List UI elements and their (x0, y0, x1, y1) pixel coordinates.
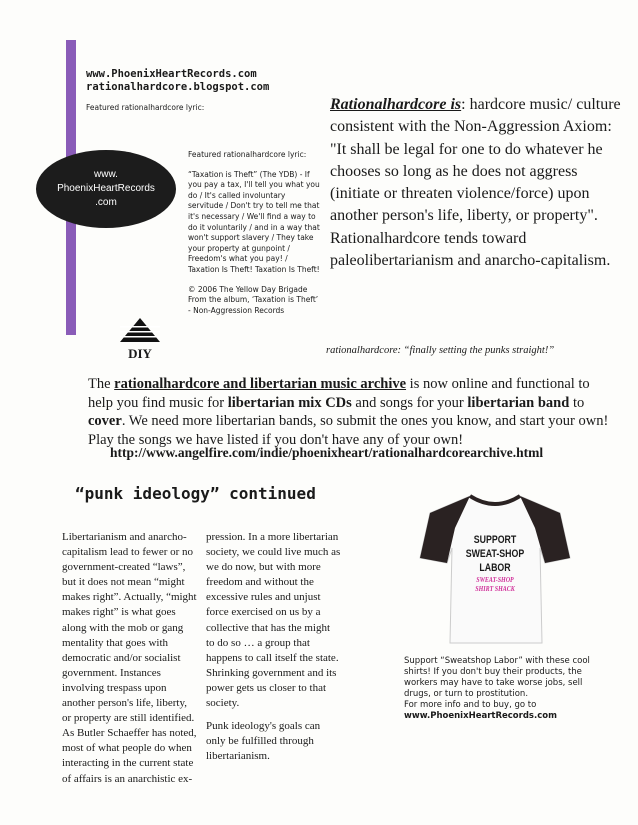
definition-term: Rationalhardcore is (330, 96, 462, 113)
text: The (88, 376, 115, 392)
site-links (86, 68, 269, 94)
text: libertarian mix CDs (227, 394, 352, 411)
text: libertarian band (467, 394, 570, 411)
article-heading: “punk ideology” continued (75, 484, 316, 503)
text: is now online and functional to help you find music for (88, 376, 590, 411)
shirt-brand (427, 575, 563, 593)
slogan-line: SWEAT-SHOP (465, 548, 525, 560)
site-url[interactable]: www.PhoenixHeartRecords.com (86, 68, 257, 80)
text: cover (88, 413, 122, 429)
pyramid-icon (120, 318, 160, 342)
lyric-label: Featured rationalhardcore lyric: (188, 150, 307, 159)
article-column-2 (206, 530, 341, 764)
lyric-credit: © 2006 The Yellow Day Brigade (188, 284, 308, 294)
text: and songs for your (351, 394, 468, 411)
tagline: rationalhardcore: “finally setting the punks straight!” (326, 345, 555, 356)
oval-line: .com (95, 197, 117, 208)
rationalhardcore-definition (330, 94, 622, 272)
diy-logo (118, 318, 162, 362)
featured-lyric (188, 150, 320, 316)
archive-link[interactable]: rationalhardcore and libertarian music archive (114, 376, 407, 392)
site-oval-logo (36, 150, 176, 228)
article-paragraph: Punk ideology's goals can only be fulfilled through libertarianism. (206, 720, 321, 763)
diy-text: DIY (128, 346, 152, 361)
text: to (569, 394, 585, 411)
shop-url[interactable]: www.PhoenixHeartRecords.com (404, 711, 557, 721)
tshirt-image (410, 488, 580, 648)
brand-line: SWEAT-SHOP (476, 575, 514, 584)
archive-announcement (88, 375, 618, 449)
oval-line: PhoenixHeartRecords (57, 183, 155, 194)
caption-text: Support “Sweatshop Labor” with these cool shirts! If you don't buy their products, the workers may have to take worse jobs, sell drugs, or turn to prostitution. (404, 656, 590, 699)
slogan-line: LABOR (479, 562, 511, 574)
archive-url[interactable]: http://www.angelfire.com/indie/phoenixheart/rationalhardcorearchive.html (110, 445, 544, 460)
text: . We need more libertarian bands, so submit the ones you know, and start your own! Play the songs we have listed if you don't have any of your own! (88, 413, 609, 448)
shirt-caption (404, 656, 594, 722)
definition-body: : hardcore music/ culture consistent with the Non-Aggression Axiom: "It shall be legal for one to do whatever he chooses so long as he does not aggress (initiate or threaten violence/force) upon another person's life, liberty, or property". Rationalhardcore tends toward paleolibertarianism and anarcho-capitalism. (330, 96, 621, 270)
lyric-album: From the album, ‘Taxation is Theft’ - Non-Aggression Records (188, 295, 319, 315)
oval-line: www. (94, 169, 118, 180)
shirt-slogan (427, 533, 563, 593)
featured-label: Featured rationalhardcore lyric: (86, 103, 205, 112)
blog-url[interactable]: rationalhardcore.blogspot.com (86, 81, 270, 93)
slogan-line: SUPPORT (473, 534, 517, 546)
caption-cta: For more info and to buy, go to (404, 700, 537, 710)
article-column-1: Libertarianism and anarcho-capitalism lead to fewer or no government-created “laws”, but it does not mean “might makes right”. Actually, “might makes right” is what goes along with the mob or gang mentality that goes with democratic and/or socialist government. Instances involving trespass upon another person's life, liberty, or property are still identified. As Butler Schaeffer has noted, most of what people do when interacting in the current state of affairs is an anarchistic ex- (62, 531, 197, 785)
brand-line: SHIRT SHACK (475, 584, 515, 593)
article-paragraph: pression. In a more libertarian society, we could live much as we do now, but with more freedom and without the excessive rules and unjust force exercised on us by a collective that has the might to do so … a group that happens to call itself the state. Shrinking government and its power gets us closer to that society. (206, 531, 341, 710)
lyric-text: “Taxation is Theft” (The YDB) - If you pay a tax, I'll tell you what you do / It's called involuntary servitude / Don't try to tell me that it's necessary / We'll find a way to do it voluntarily / and in a way that won't support slavery / They take your property at gunpoint / Freedom's what you pay! / Taxation Is Theft! Taxation Is Theft! (188, 169, 320, 274)
